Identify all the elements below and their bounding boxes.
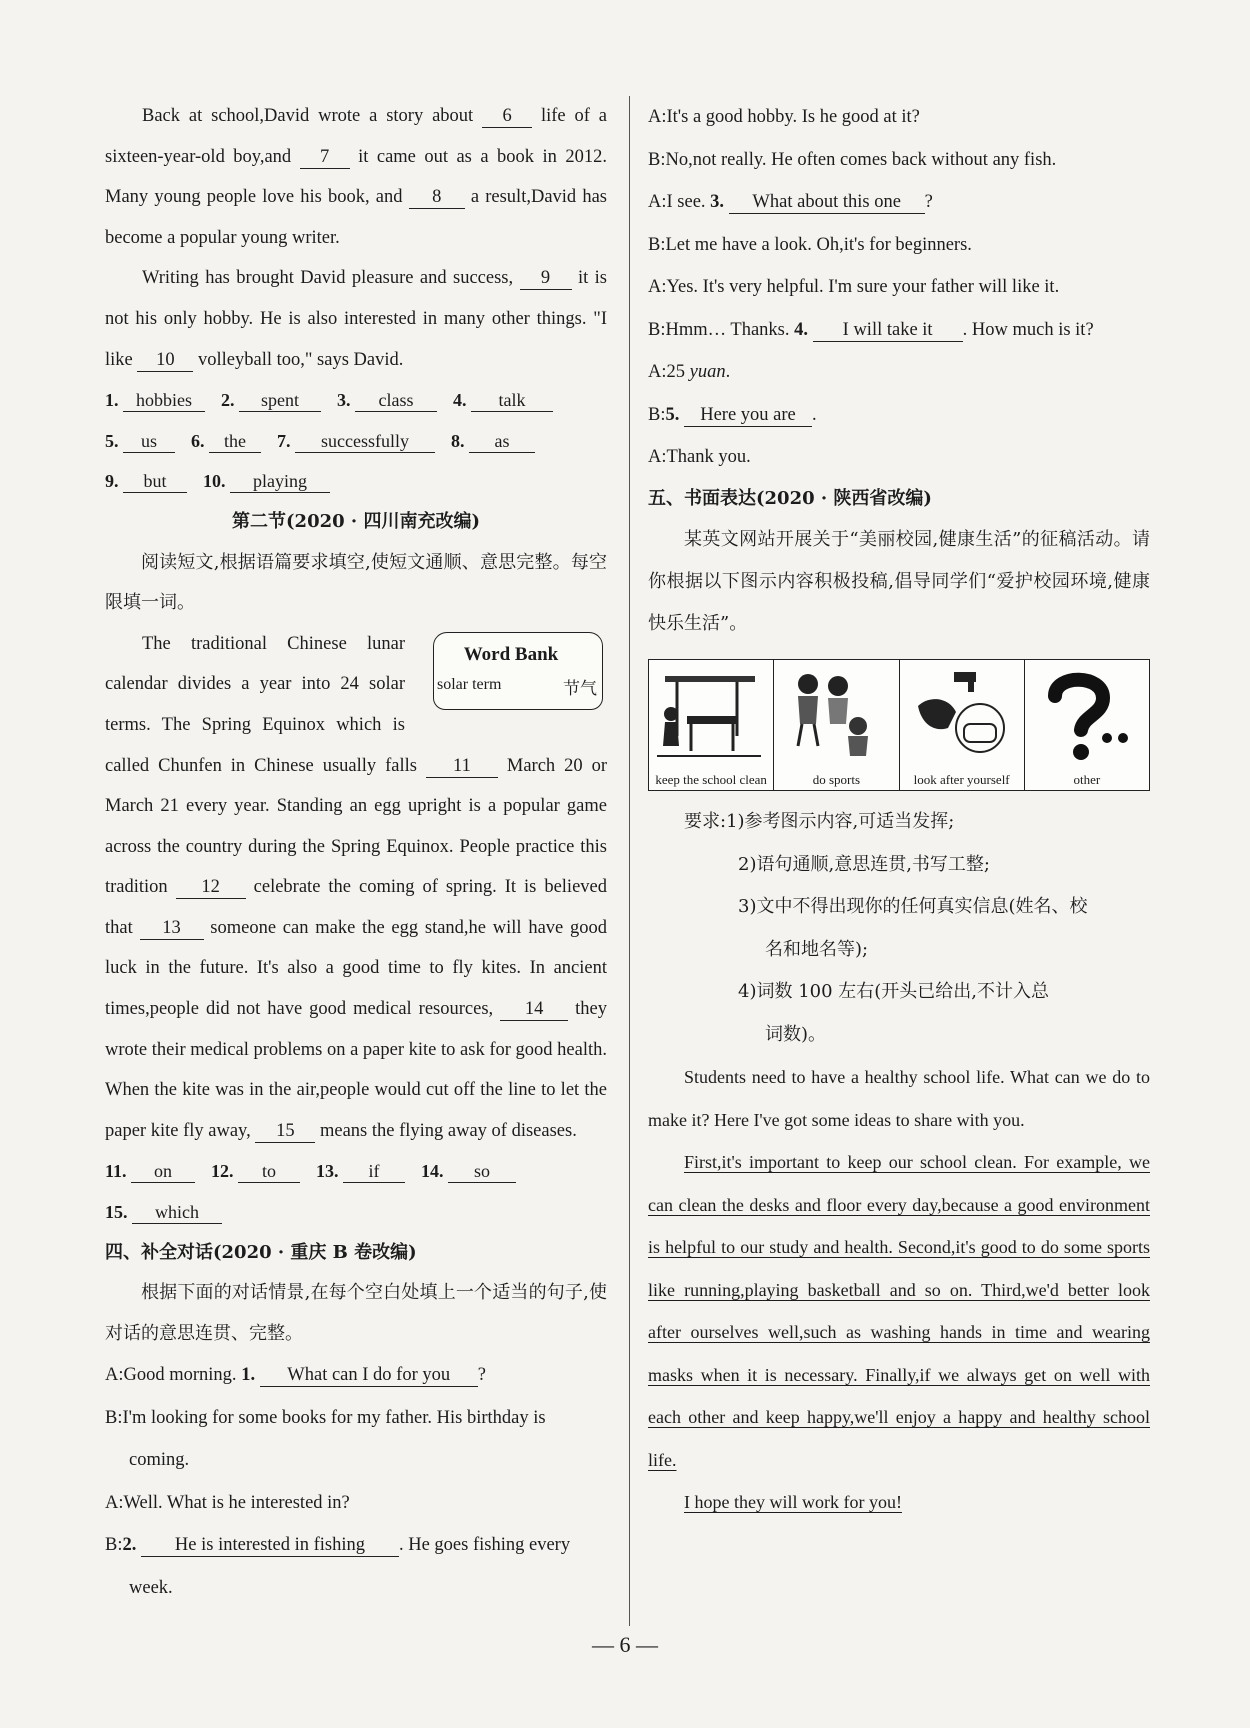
requirement-4: 4)词数 100 左右(开头已给出,不计入总 (738, 981, 1050, 1003)
dialog-line-r3: A:I see. 3. What about this one ? (648, 192, 933, 212)
section-2-instructions: 阅读短文,根据语篇要求填空,使短文通顺、意思完整。每空限填一词。 (105, 551, 607, 614)
section-4-title: 四、补全对话(2020 · 重庆 B 卷改编) (105, 1241, 417, 1263)
dialog-line-r9: A:Thank you. (648, 447, 751, 467)
dialog-line-r7: A:25 yuan. (648, 362, 731, 382)
dialog-line-r1: A:It's a good hobby. Is he good at it? (648, 107, 920, 127)
essay (648, 1056, 1150, 1524)
picture-caption-4: other (1073, 772, 1101, 788)
children-sports-icon (782, 666, 886, 766)
dialog-line-3: A:Well. What is he interested in? (105, 1492, 350, 1513)
picture-caption-1: keep the school clean (655, 772, 767, 788)
picture-look-after-yourself (900, 660, 1025, 790)
answer-key-2: 11. on 12. to 13. if 14. so 15. which (105, 1151, 607, 1232)
word-bank-term: solar term (437, 675, 502, 693)
dialog-line-4: B:2. He is interested in fishing . He goes fishing every week. (105, 1535, 571, 1598)
word-bank-term-zh: 节气 (563, 678, 597, 699)
essay-body: First,it's important to keep our school clean. For example, we can clean the desks and floor every day,because a good environment is helpful to our study and health. Second,it's good to do some sports like running,playing basketball and so on. Third,we'd better look after ourselves well,such as washing hands in time and wearing masks when it is necessary. Finally,if we always get on well with each other and keep happy,we'll enjoy a happy and healthy school life. (648, 1152, 1150, 1470)
answer-key-1: 1. hobbies 2. spent 3. class 4. talk 5. us 6. the 7. successfully 8. as 9. but 10. playing (105, 380, 607, 502)
writing-requirements (648, 801, 1150, 1056)
passage-paragraph-1: Back at school,David wrote a story about 6 life of a sixteen-year-old boy,and 7 it came out as a book in 2012. Many young people love his book, and 8 a result,David has become a popular young writer. (105, 106, 608, 248)
passage-paragraph-2: Writing has brought David pleasure and success, 9 it is not his only hobby. He is also interested in many other things. "I like 10 volleyball too," says David. (105, 268, 607, 370)
section-5-instructions: 某英文网站开展关于“美丽校园,健康生活”的征稿活动。请你根据以下图示内容积极投稿,倡导同学们“爱护校园环境,健康快乐生活”。 (648, 529, 1150, 635)
section-4-instructions: 根据下面的对话情景,在每个空白处填上一个适当的句子,使对话的意思连贯、完整。 (105, 1282, 607, 1344)
picture-prompts (648, 659, 1150, 791)
picture-caption-3: look after yourself (913, 772, 1010, 788)
essay-ending: I hope they will work for you! (684, 1492, 902, 1513)
dialog-left (105, 1354, 607, 1609)
dialog-line-r2: B:No,not really. He often comes back without any fish. (648, 149, 1057, 170)
dialog-right (648, 96, 1150, 479)
word-bank-title: Word Bank (463, 643, 559, 665)
right-column (648, 96, 1150, 1524)
picture-keep-school-clean (649, 660, 774, 790)
handwashing-mask-icon (908, 666, 1012, 766)
requirement-1: 要求:1)参考图示内容,可适当发挥; (684, 811, 955, 833)
dialog-line-r5: A:Yes. It's very helpful. I'm sure your father will like it. (648, 277, 1060, 297)
column-divider (629, 96, 630, 1626)
requirement-2: 2)语句通顺,意思连贯,书写工整; (738, 853, 990, 875)
picture-caption-2: do sports (812, 772, 861, 788)
word-bank (427, 628, 607, 714)
left-column (105, 96, 607, 1609)
requirement-3-cont: 名和地名等); (765, 938, 869, 960)
essay-opening: Students need to have a healthy school life. What can we do to make it? Here I've got some ideas to share with you. (648, 1067, 1150, 1130)
passage-paragraph-3: The traditional Chinese lunar calendar divides a year into 24 solar terms. The Spring Equinox which is called Chunfen in Chinese usually falls 11 March 20 or March 21 every year. Standing an egg upright is a popular game across the country during the Spring Equinox. People practice this tradition 12 celebrate the coming of spring. It is believed that 13 someone can make the egg stand,he will have good luck in the future. It's also a good time to fly kites. In ancient times,people did not have good medical resources, 14 they wrote their medical problems on a paper kite to ask for good health. When the kite was in the air,people would cut off the line to let the paper kite fly away, 15 means the flying away of diseases. (105, 633, 607, 1141)
cleaning-classroom-icon (657, 666, 761, 766)
section-5-title: 五、书面表达(2020 · 陕西省改编) (648, 487, 932, 509)
picture-other (1025, 660, 1149, 790)
dialog-line-2: B:I'm looking for some books for my father. His birthday is coming. (105, 1407, 546, 1471)
section-2-title: 第二节(2020 · 四川南充改编) (232, 510, 480, 532)
page-number: — 6 — (592, 1632, 658, 1657)
requirement-3: 3)文中不得出现你的任何真实信息(姓名、校 (738, 896, 1088, 918)
dialog-line-r6: B:Hmm… Thanks. 4. I will take it . How much is it? (648, 319, 1094, 340)
dialog-line-r4: B:Let me have a look. Oh,it's for beginners. (648, 234, 972, 255)
picture-do-sports (774, 660, 899, 790)
question-mark-icon (1033, 666, 1137, 766)
dialog-line-r8: B:5. Here you are . (648, 404, 817, 425)
requirement-4-cont: 词数)。 (765, 1023, 827, 1045)
dialog-line-1: A:Good morning. 1. What can I do for you ? (105, 1365, 486, 1386)
